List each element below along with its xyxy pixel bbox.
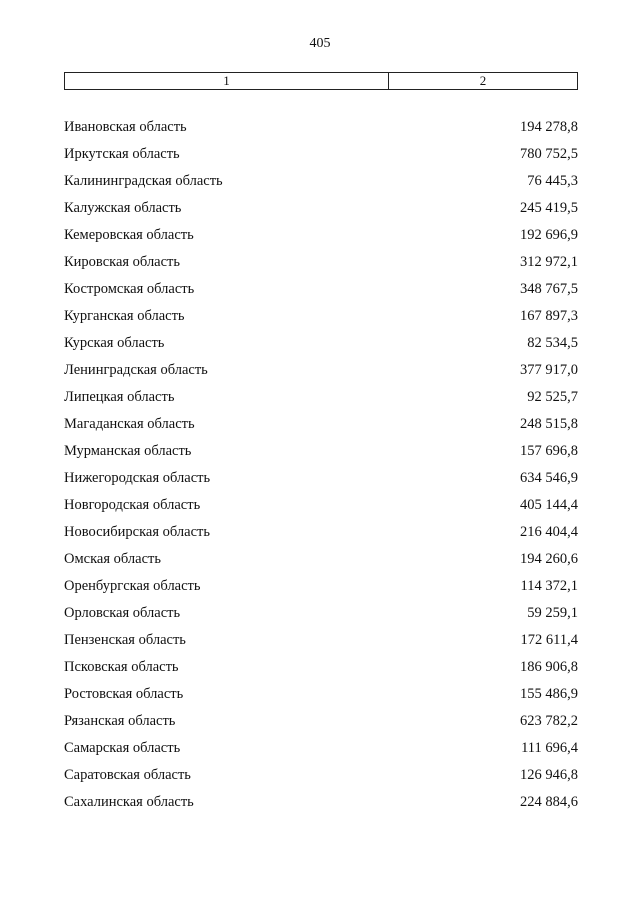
- region-name: Курская область: [64, 335, 165, 351]
- table-row: [64, 684, 578, 711]
- table-row: [64, 765, 578, 792]
- region-name: Калининградская область: [64, 173, 223, 189]
- table-row: [64, 117, 578, 144]
- region-name: Липецкая область: [64, 389, 175, 405]
- table-row: [64, 360, 578, 387]
- region-name: Саратовская область: [64, 767, 191, 783]
- region-value: 216 404,4: [520, 524, 578, 540]
- region-value: 172 611,4: [520, 632, 578, 648]
- table-header-col1: 1: [65, 73, 389, 89]
- table-row: [64, 252, 578, 279]
- table-row: [64, 468, 578, 495]
- region-name: Ивановская область: [64, 119, 187, 135]
- region-name: Самарская область: [64, 740, 181, 756]
- table-row: [64, 792, 578, 819]
- table-row: [64, 279, 578, 306]
- region-name: Рязанская область: [64, 713, 176, 729]
- region-name: Пензенская область: [64, 632, 186, 648]
- region-value: 114 372,1: [520, 578, 578, 594]
- region-name: Оренбургская область: [64, 578, 201, 594]
- table-row: [64, 306, 578, 333]
- region-value: 111 696,4: [521, 740, 578, 756]
- region-name: Новосибирская область: [64, 524, 210, 540]
- table-row: [64, 549, 578, 576]
- region-name: Мурманская область: [64, 443, 192, 459]
- region-value: 76 445,3: [527, 173, 578, 189]
- table-row: [64, 603, 578, 630]
- region-value: 186 906,8: [520, 659, 578, 675]
- region-name: Ленинградская область: [64, 362, 208, 378]
- region-value: 224 884,6: [520, 794, 578, 810]
- table-row: [64, 711, 578, 738]
- table-row: [64, 198, 578, 225]
- region-value: 82 534,5: [527, 335, 578, 351]
- region-value: 312 972,1: [520, 254, 578, 270]
- region-table-body: [64, 117, 578, 819]
- region-value: 377 917,0: [520, 362, 578, 378]
- region-name: Нижегородская область: [64, 470, 211, 486]
- table-row: [64, 225, 578, 252]
- region-value: 780 752,5: [520, 146, 578, 162]
- region-value: 92 525,7: [527, 389, 578, 405]
- table-row: [64, 441, 578, 468]
- region-value: 194 260,6: [520, 551, 578, 567]
- table-row: [64, 522, 578, 549]
- table-row: [64, 630, 578, 657]
- region-value: 245 419,5: [520, 200, 578, 216]
- table-row: [64, 414, 578, 441]
- region-name: Орловская область: [64, 605, 181, 621]
- table-row: [64, 657, 578, 684]
- table-row: [64, 495, 578, 522]
- region-value: 59 259,1: [527, 605, 578, 621]
- region-name: Ростовская область: [64, 686, 184, 702]
- region-name: Новгородская область: [64, 497, 201, 513]
- region-name: Магаданская область: [64, 416, 195, 432]
- region-name: Иркутская область: [64, 146, 180, 162]
- page-number: 405: [309, 36, 331, 51]
- table-row: [64, 576, 578, 603]
- region-value: 155 486,9: [520, 686, 578, 702]
- table-header: [64, 72, 578, 90]
- table-row: [64, 144, 578, 171]
- region-value: 405 144,4: [520, 497, 578, 513]
- region-name: Кировская область: [64, 254, 181, 270]
- region-value: 623 782,2: [520, 713, 578, 729]
- table-row: [64, 171, 578, 198]
- region-name: Кемеровская область: [64, 227, 194, 243]
- region-value: 167 897,3: [520, 308, 578, 324]
- region-name: Сахалинская область: [64, 794, 194, 810]
- region-value: 348 767,5: [520, 281, 578, 297]
- region-name: Омская область: [64, 551, 161, 567]
- table-row: [64, 333, 578, 360]
- region-name: Псковская область: [64, 659, 179, 675]
- region-name: Костромская область: [64, 281, 195, 297]
- table-row: [64, 387, 578, 414]
- region-value: 634 546,9: [520, 470, 578, 486]
- table-row: [64, 738, 578, 765]
- region-value: 248 515,8: [520, 416, 578, 432]
- region-value: 126 946,8: [520, 767, 578, 783]
- region-value: 157 696,8: [520, 443, 578, 459]
- table-header-col2: 2: [479, 73, 487, 88]
- region-value: 192 696,9: [520, 227, 578, 243]
- region-value: 194 278,8: [520, 119, 578, 135]
- region-name: Курганская область: [64, 308, 185, 324]
- region-name: Калужская область: [64, 200, 182, 216]
